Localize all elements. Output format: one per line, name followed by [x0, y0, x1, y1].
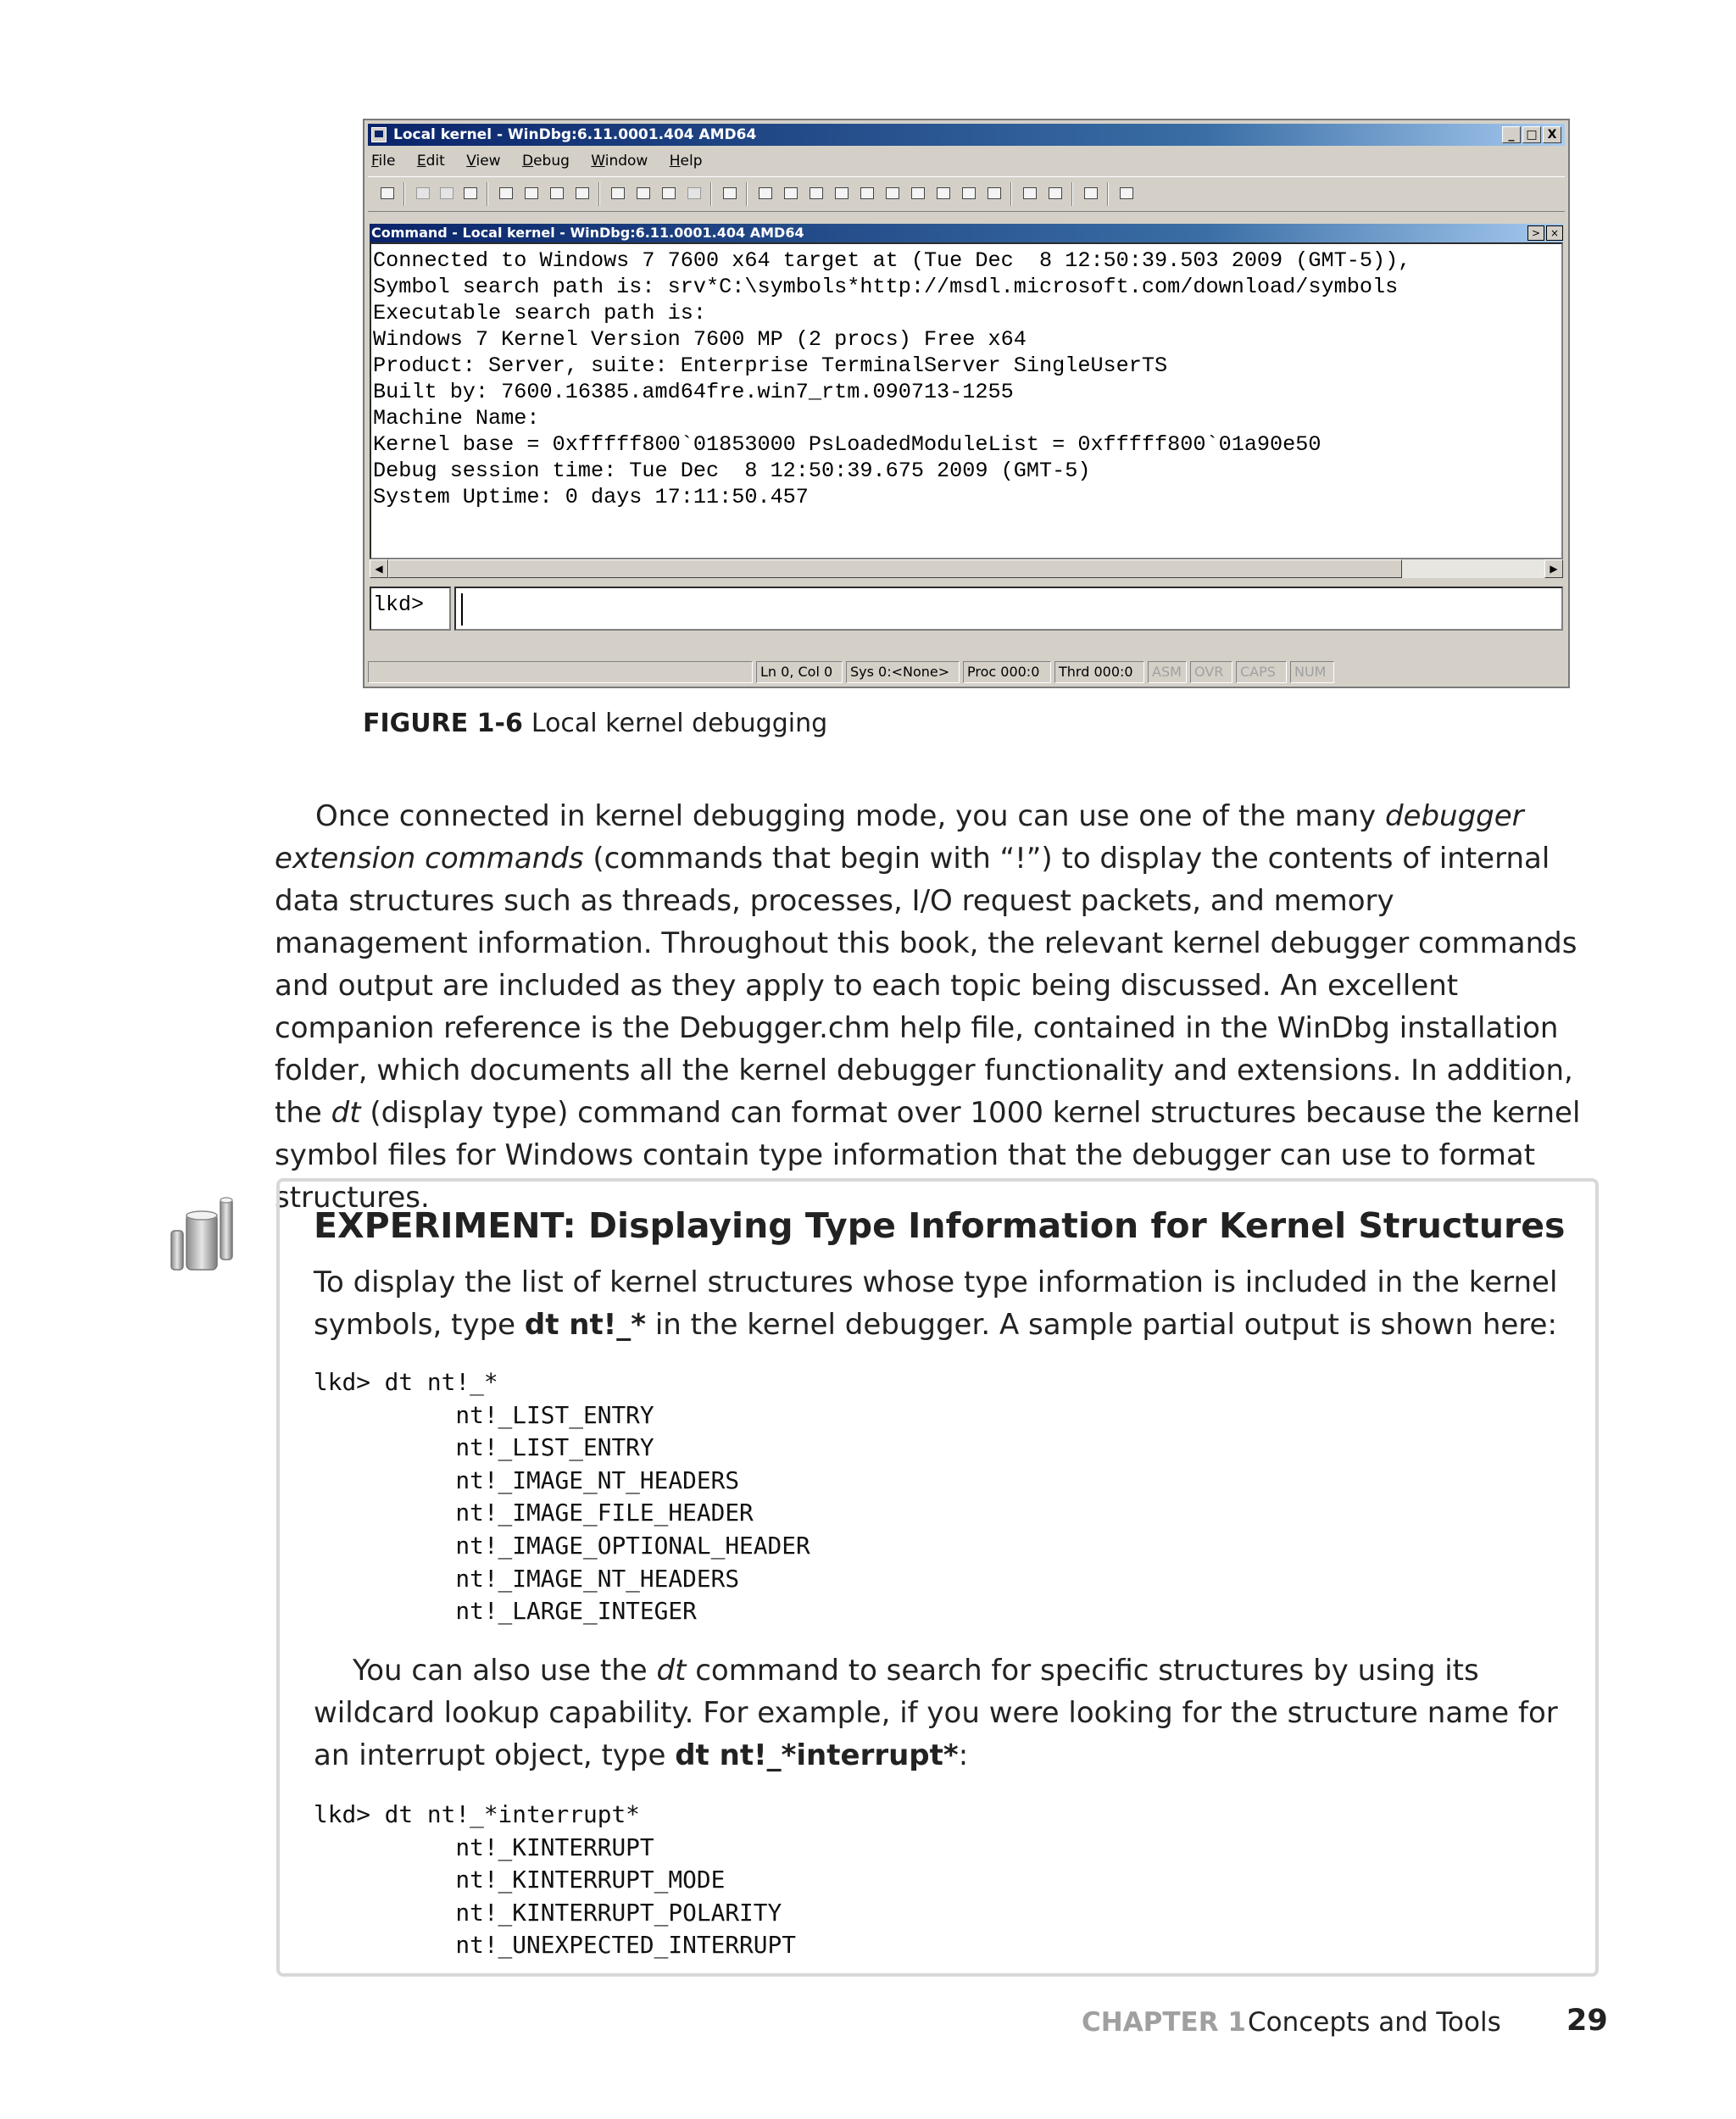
window-controls — [1500, 126, 1561, 143]
maximize-button[interactable]: □ — [1522, 126, 1541, 143]
experiment-beaker-icon — [166, 1193, 242, 1275]
output-line: Connected to Windows 7 7600 x64 target at (Tue Dec 8 12:50:39.503 2009 (GMT-5)), — [373, 248, 1411, 273]
command-title-text: Command - Local kernel - WinDbg:6.11.0001.404 AMD64 — [371, 225, 804, 241]
body-emphasis: dt — [331, 1096, 361, 1130]
windbg-app-icon — [371, 127, 387, 142]
body-emphasis: debugger extension commands — [275, 799, 1524, 876]
command-window-icon[interactable] — [754, 184, 776, 204]
step-out-icon[interactable] — [658, 184, 680, 204]
body-text: (commands that begin with “!”) to display the contents of internal data structures such as threads, processes, I/O request packets, and memory management information. Throughout this book, the relevant kernel debugger commands and output are included as they apply to each topic being discussed. An excellent companion reference is the Debugger.chm help file, contained in the WinDbg installation folder, which documents all the kernel debugger functionality and extensions. In addition, the — [275, 842, 1577, 1130]
command-prompt: lkd> — [370, 587, 451, 631]
status-caps: CAPS — [1236, 661, 1287, 683]
toolbar-separator — [1010, 182, 1012, 206]
processes-threads-icon[interactable] — [958, 184, 980, 204]
toolbar-separator — [710, 182, 712, 206]
scratch-pad-icon[interactable] — [932, 184, 954, 204]
status-ln-col: Ln 0, Col 0 — [756, 661, 843, 683]
status-proc: Proc 000:0 — [963, 661, 1051, 683]
status-sys: Sys 0:<None> — [846, 661, 960, 683]
paste-icon[interactable] — [459, 184, 481, 204]
stop-debugging-icon[interactable] — [546, 184, 568, 204]
break-icon[interactable] — [571, 184, 593, 204]
experiment-command: dt nt!_* — [524, 1308, 647, 1342]
hex-mode-icon[interactable] — [1044, 184, 1066, 204]
font-icon[interactable] — [1080, 184, 1102, 204]
body-paragraph — [275, 795, 1594, 1219]
source-file-icon[interactable] — [1019, 184, 1041, 204]
close-button[interactable]: X — [1543, 126, 1561, 143]
registers-window-icon[interactable] — [831, 184, 853, 204]
command-output — [370, 242, 1563, 559]
output-line: Executable search path is: — [373, 301, 706, 325]
toolbar-separator — [403, 182, 405, 206]
scroll-left-icon[interactable]: ◀ — [370, 559, 388, 578]
figure-caption-text: Local kernel debugging — [531, 709, 828, 738]
toolbar-separator — [1107, 182, 1109, 206]
code-block: lkd> dt nt!_* nt!_LIST_ENTRY nt!_LIST_ENTRY nt!_IMAGE_NT_HEADERS nt!_IMAGE_FILE_HEADER nt!_IMAGE_OPTIONAL_HEADER nt!_IMAGE_NT_HEADERS nt!_LARGE_INTEGER — [314, 1368, 810, 1626]
experiment-emphasis: dt — [656, 1654, 687, 1688]
text-caret — [461, 593, 463, 626]
experiment-text: command to search for specific structures by using its wildcard lookup capability. For example, if you were looking for the structure name for an interrupt object, type — [314, 1654, 1558, 1772]
footer-chapter: CHAPTER 1 — [1082, 2007, 1246, 2038]
command-window-title — [370, 224, 1563, 242]
code-block: lkd> dt nt!_*interrupt* nt!_KINTERRUPT nt!_KINTERRUPT_MODE nt!_KINTERRUPT_POLARITY nt!_UNEXPECTED_INTERRUPT — [314, 1800, 796, 1960]
output-line: Built by: 7600.16385.amd64fre.win7_rtm.090713-1255 — [373, 380, 1014, 404]
status-thrd: Thrd 000:0 — [1054, 661, 1144, 683]
toolbar — [368, 176, 1565, 212]
output-line: Machine Name: — [373, 406, 540, 431]
menu-edit[interactable]: Edit — [416, 153, 445, 170]
experiment-command: dt nt!_*interrupt* — [675, 1738, 959, 1772]
window-title: Local kernel - WinDbg:6.11.0001.404 AMD64 — [393, 126, 757, 143]
source-mode-icon[interactable] — [983, 184, 1005, 204]
experiment-text: in the kernel debugger. A sample partial output is shown here: — [646, 1308, 1557, 1342]
breakpoint-hand-icon[interactable] — [719, 184, 741, 204]
body-text: Once connected in kernel debugging mode, you can use one of the many — [315, 799, 1385, 833]
scrollbar-thumb[interactable] — [388, 559, 1402, 578]
menu-help[interactable]: Help — [669, 153, 703, 170]
horizontal-scrollbar[interactable] — [370, 559, 1563, 578]
menu-debug[interactable]: Debug — [521, 153, 570, 170]
output-line: Kernel base = 0xfffff800`01853000 PsLoadedModuleList = 0xfffff800`01a90e50 — [373, 432, 1321, 457]
dock-icon[interactable]: > — [1527, 225, 1544, 241]
scroll-right-icon[interactable]: ▶ — [1544, 559, 1563, 578]
experiment-paragraph — [314, 1649, 1568, 1777]
figure-caption — [363, 709, 827, 738]
run-to-cursor-icon[interactable] — [683, 184, 705, 204]
go-icon[interactable] — [495, 184, 517, 204]
status-ovr: OVR — [1190, 661, 1232, 683]
experiment-text: To display the list of kernel structures whose type information is included in the kernel symbols, type — [314, 1265, 1558, 1342]
output-line: Symbol search path is: srv*C:\symbols*http://msdl.microsoft.com/download/symbols — [373, 275, 1399, 299]
output-line: Product: Server, suite: Enterprise TerminalServer SingleUserTS — [373, 353, 1168, 378]
command-input[interactable] — [454, 587, 1563, 631]
toolbar-separator — [1071, 182, 1073, 206]
footer-chapter-title: Concepts and Tools — [1248, 2007, 1501, 2038]
copy-icon[interactable] — [436, 184, 458, 204]
output-line: System Uptime: 0 days 17:11:50.457 — [373, 485, 809, 509]
status-empty-pane — [368, 661, 753, 683]
window-titlebar — [368, 124, 1565, 146]
restart-icon[interactable] — [520, 184, 542, 204]
disassembly-window-icon[interactable] — [907, 184, 929, 204]
menu-file[interactable]: File — [371, 153, 396, 170]
watch-window-icon[interactable] — [780, 184, 802, 204]
menu-bar — [371, 153, 720, 173]
menu-window[interactable]: Window — [591, 153, 648, 170]
output-line: Windows 7 Kernel Version 7600 MP (2 procs) Free x64 — [373, 327, 1027, 352]
toolbar-separator — [746, 182, 748, 206]
status-num: NUM — [1290, 661, 1334, 683]
toolbar-separator — [487, 182, 488, 206]
call-stack-window-icon[interactable] — [882, 184, 904, 204]
cut-icon[interactable] — [412, 184, 434, 204]
step-into-icon[interactable] — [607, 184, 629, 204]
menu-view[interactable]: View — [466, 153, 501, 170]
page-number: 29 — [1566, 2004, 1608, 2038]
figure-label: FIGURE 1-6 — [363, 709, 523, 738]
command-window — [370, 224, 1563, 654]
toolbar-separator — [598, 182, 600, 206]
output-text — [371, 244, 1561, 514]
status-asm: ASM — [1148, 661, 1187, 683]
experiment-paragraph — [314, 1261, 1568, 1346]
options-icon[interactable] — [1116, 184, 1138, 204]
output-line: Debug session time: Tue Dec 8 12:50:39.675 2009 (GMT-5) — [373, 459, 1091, 483]
locals-window-icon[interactable] — [805, 184, 827, 204]
experiment-text: You can also use the — [353, 1654, 657, 1688]
experiment-title: EXPERIMENT: Displaying Type Information for Kernel Structures — [314, 1205, 1566, 1246]
body-text: (display type) command can format over 1000 kernel structures because the kernel symbol files for Windows contain type information that the debugger can use to format structures. — [275, 1096, 1581, 1215]
command-close-icon[interactable]: × — [1546, 225, 1563, 241]
step-over-icon[interactable] — [632, 184, 654, 204]
experiment-text: : — [958, 1738, 969, 1772]
minimize-button[interactable]: _ — [1502, 126, 1521, 143]
open-icon[interactable] — [376, 184, 398, 204]
memory-window-icon[interactable] — [856, 184, 878, 204]
status-bar — [368, 659, 1565, 683]
command-input-area — [370, 587, 1563, 631]
windbg-window — [363, 119, 1570, 688]
